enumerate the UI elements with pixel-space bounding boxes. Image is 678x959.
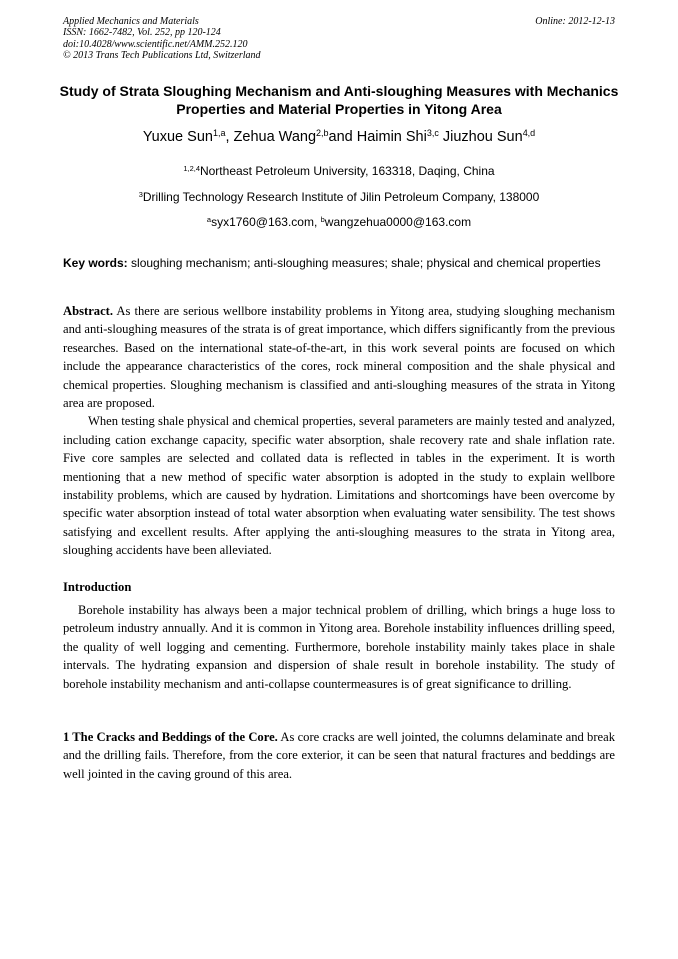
affiliation-text: Northeast Petroleum University, 163318, Daqing, China bbox=[199, 164, 495, 178]
affiliation-2 bbox=[40, 190, 638, 205]
author-affil-marker: 4,d bbox=[522, 128, 536, 139]
abstract-text: As there are serious wellbore instability problems in Yitong area, studying sloughing mechanism and anti-sloughing measures of the strata is of great importance, which differs significantly from the previous researches. Based on the international state-of-the-art, in this work several points are focused on which include the appearance characteristics of the cores, rock mineral composition and the shale physical and chemical properties. Sloughing mechanism is classified and anti-sloughing measures of the strata in Yitong area are proposed. bbox=[63, 304, 615, 411]
abstract-paragraph bbox=[63, 302, 615, 412]
author-emails bbox=[40, 215, 638, 230]
author-name: Jiuzhou Sun bbox=[442, 129, 523, 145]
journal-name: Applied Mechanics and Materials bbox=[63, 16, 199, 27]
abstract-label: Abstract. bbox=[63, 304, 114, 318]
journal-header bbox=[63, 16, 615, 62]
author-separator: , bbox=[225, 129, 234, 145]
issn-line: ISSN: 1662-7482, Vol. 252, pp 120-124 bbox=[63, 27, 221, 39]
author-affil-marker: 1,a bbox=[212, 128, 226, 139]
keywords-text: sloughing mechanism; anti-sloughing measures; shale; physical and chemical properties bbox=[127, 256, 601, 270]
email-marker: a bbox=[206, 214, 212, 224]
email-b: wangzehua0000@163.com bbox=[324, 215, 472, 229]
email-marker: b bbox=[320, 214, 325, 224]
abstract bbox=[63, 302, 615, 560]
author-name: Zehua Wang bbox=[233, 129, 317, 145]
keywords bbox=[63, 254, 615, 272]
keywords-label: Key words: bbox=[63, 256, 128, 270]
author-list bbox=[40, 128, 638, 146]
copyright-line: © 2013 Trans Tech Publications Ltd, Switzerland bbox=[63, 50, 261, 62]
abstract-paragraph-2: When testing shale physical and chemical properties, several parameters are mainly tested and analyzed, including cation exchange capacity, specific water absorption, shale recovery rate and shale inflation rate. Five core samples are selected and collated data is reflected in tables in the experiment. It is worth mentioning that a new method of specific water absorption is adopted in the study to explain wellbore instability problems, which are caused by hydration. Limitations and shortcomings have been overcome by specific water absorption instead of total water absorption when evaluating water sensibility. The test shows satisfying and excellent results. After applying the anti-sloughing measures to the strata in Yitong area, sloughing accidents have been alleviated. bbox=[63, 414, 615, 558]
affiliation-text: Drilling Technology Research Institute of Jilin Petroleum Company, 138000 bbox=[142, 190, 540, 204]
doi-line: doi:10.4028/www.scientific.net/AMM.252.120 bbox=[63, 38, 248, 50]
introduction-body bbox=[63, 601, 615, 693]
affiliation-marker: 1,2,4 bbox=[183, 163, 200, 173]
affiliation-1 bbox=[40, 164, 638, 179]
section-1-heading: 1 The Cracks and Beddings of the Core. bbox=[63, 730, 278, 744]
introduction-heading: Introduction bbox=[63, 580, 132, 594]
author-affil-marker: 3,c bbox=[426, 128, 439, 139]
email-a: syx1760@163.com, bbox=[211, 215, 321, 229]
author-name: and Haimin Shi bbox=[328, 129, 427, 145]
section-1-text: As core cracks are well jointed, the columns delaminate and break and the drilling fails. Therefore, from the core exterior, it can be seen that natural fractures and beddings are well jointed in the caving ground of this area. bbox=[63, 730, 616, 781]
paper-title: Study of Strata Sloughing Mechanism and Anti-sloughing Measures with Mechanics Properties and Material Properties in Yitong Area bbox=[59, 83, 619, 117]
online-date: Online: 2012-12-13 bbox=[535, 16, 615, 27]
section-1 bbox=[63, 728, 615, 783]
author-affil-marker: 2,b bbox=[316, 128, 329, 139]
affiliation-marker: 3 bbox=[138, 189, 143, 199]
introduction-paragraph: Borehole instability has always been a major technical problem of drilling, which brings a huge loss to petroleum industry annually. And it is common in Yitong area. Borehole instability influences drilling speed, the quality of well logging and cementing. Furthermore, borehole instability mainly takes place in shale intervals. The hydrating expansion and dispersion of shale result in borehole instability. The study of borehole instability mechanism and anti-collapse countermeasures is of great significance to drilling. bbox=[63, 603, 615, 691]
author-name: Yuxue Sun bbox=[142, 129, 213, 145]
section-1-paragraph bbox=[63, 728, 615, 783]
